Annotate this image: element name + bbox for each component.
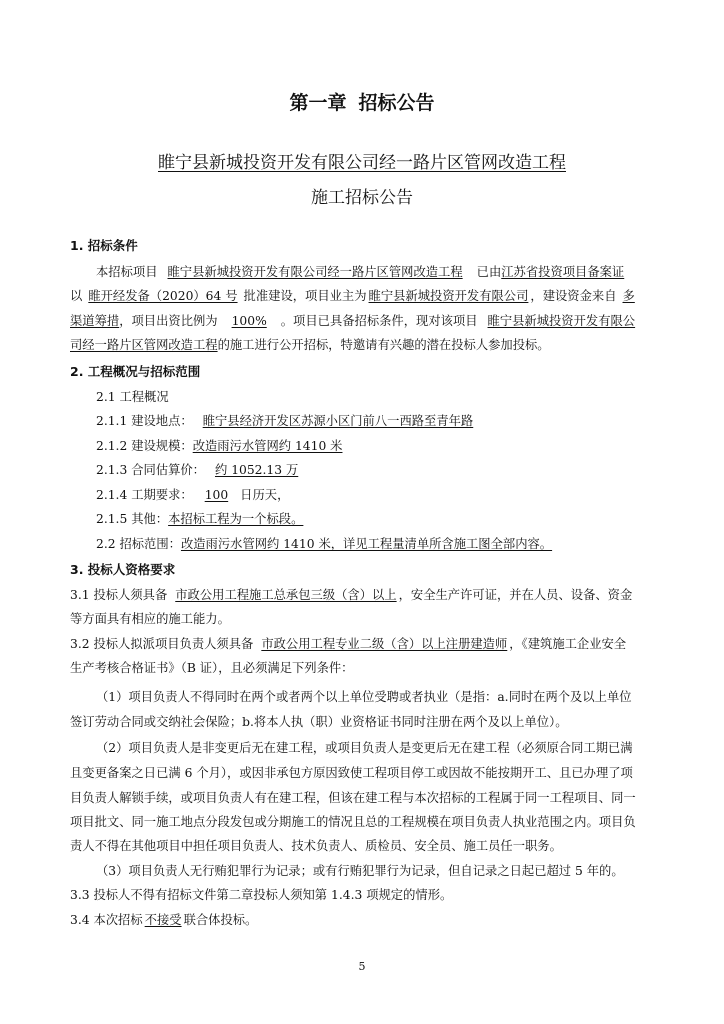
paragraph-line: 等方面具有相应的施工能力。 (70, 612, 230, 626)
paragraph-line: （2）项目负责人是非变更后无在建工程，或项目负责人是变更后无在建工程（必须原合同工期已满 (96, 741, 633, 755)
paragraph-line: 2.2 招标范围：改造雨污水管网约 1410 米，详见工程量清单所含施工图全部内容。 (96, 537, 553, 551)
section-3-heading: 3. 投标人资格要求 (70, 562, 176, 577)
paragraph-line: （3）项目负责人无行贿犯罪行为记录；或有行贿犯罪行为记录，但自记录之日起已超过 5 年的。 (96, 864, 624, 878)
paragraph-line: 渠道筹措，项目出资比例为 100% 。项目已具备招标条件，现对该项目 睢宁县新城投资开发有限公 (70, 314, 636, 328)
paragraph-line: 以 睢开经发备（2020）64 号 批准建设，项目业主为 睢宁县新城投资开发有限公司 ，建设资金来自 多 (70, 289, 635, 303)
paragraph-line: 2.1.1 建设地点： 睢宁县经济开发区苏源小区门前八一西路至青年路 (96, 414, 474, 428)
paragraph-line: 3.1 投标人须具备 市政公用工程施工总承包三级（含）以上 ，安全生产许可证，并在人员、设备、资金 (70, 588, 633, 602)
paragraph-line: 本招标项目 睢宁县新城投资开发有限公司经一路片区管网改造工程 已由江苏省投资项目备案证 (96, 265, 625, 279)
paragraph-line: 3.3 投标人不得有招标文件第二章投标人须知第 1.4.3 项规定的情形。 (70, 888, 453, 902)
notice-subtitle: 施工招标公告 (311, 188, 413, 208)
paragraph-line: 3.2 投标人拟派项目负责人须具备 市政公用工程专业二级（含）以上注册建造师 ，《建筑施工企业安全 (70, 637, 627, 651)
paragraph-line: 2.1.4 工期要求： 100 日历天， (96, 488, 290, 502)
paragraph-line: 司经一路片区管网改造工程的施工进行公开招标，特邀请有兴趣的潜在投标人参加投标。 (70, 338, 550, 352)
section-2-heading: 2. 工程概况与招标范围 (70, 364, 201, 379)
section-1-heading: 1. 招标条件 (70, 238, 138, 253)
chapter-title (0, 88, 724, 115)
paragraph-line: 生产考核合格证书》（B 证），且必须满足下列条件： (70, 661, 354, 675)
paragraph-line: 责人不得在其他项目中担任项目负责人、技术负责人、质检员、安全员、施工员任一职务。 (70, 839, 562, 853)
paragraph-line: 3.4 本次招标 不接受 联合体投标。 (70, 913, 258, 927)
paragraph-line: 2.1 工程概况 (96, 390, 169, 404)
paragraph-line: 项目批文、同一施工地点分段发包或分期施工的情况且总的工程规模在项目负责人执业范围之内。项目负 (70, 815, 636, 829)
paragraph-line: （1）项目负责人不得同时在两个或者两个以上单位受聘或者执业（是指：a.同时在两个及以上单位 (96, 690, 632, 704)
project-title: 睢宁县新城投资开发有限公司经一路片区管网改造工程 (158, 153, 566, 173)
paragraph-line: 且变更备案之日已满 6 个月），或因非承包方原因致使工程项目停工或因故不能按期开工、且已办理了项 (70, 766, 633, 780)
paragraph-line: 签订劳动合同或交纳社会保险；b.将本人执（职）业资格证书同时注册在两个及以上单位）。 (70, 715, 568, 729)
paragraph-line: 目负责人解锁手续，或项目负责人有在建工程，但该在建工程与本次招标的工程属于同一工程项目、同一 (70, 791, 636, 805)
paragraph-line: 2.1.2 建设规模：改造雨污水管网约 1410 米 (96, 439, 343, 453)
paragraph-line: 2.1.5 其他：本招标工程为一个标段。 (96, 512, 304, 526)
chapter-number: 第一章 (289, 92, 347, 114)
paragraph-line: 2.1.3 合同估算价： 约 1052.13 万 (96, 463, 299, 477)
page-number: 5 (358, 960, 366, 973)
chapter-name: 招标公告 (358, 92, 435, 114)
